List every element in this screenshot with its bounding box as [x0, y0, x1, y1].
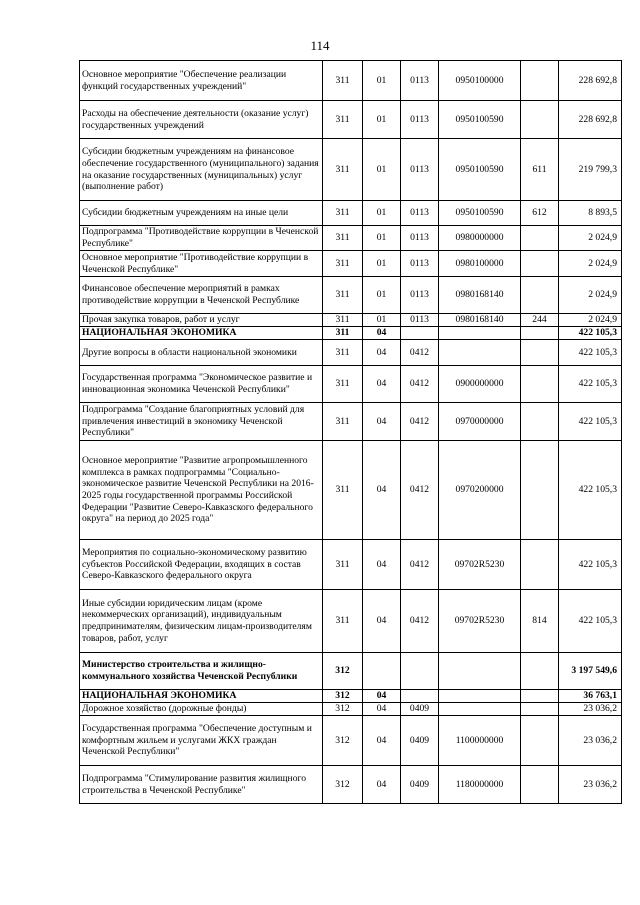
- amount-cell: 2 024,9: [559, 251, 622, 277]
- subsection-cell: 0113: [401, 201, 439, 226]
- target-article-cell: 0970000000: [439, 403, 521, 441]
- amount-cell: 2 024,9: [559, 314, 622, 327]
- table-row: [80, 226, 622, 251]
- table-row: [80, 766, 622, 804]
- row-name-cell: Государственная программа "Обеспечение доступным и комфортным жильем и услугами ЖКХ граждан Чеченской Республики": [80, 716, 323, 766]
- row-name-cell: Основное мероприятие "Обеспечение реализации функций государственных учреждений": [80, 61, 323, 101]
- subsection-cell: 0412: [401, 403, 439, 441]
- table-row: [80, 441, 622, 540]
- table-row: [80, 201, 622, 226]
- expense-type-cell: [521, 277, 559, 314]
- target-article-cell: 0900000000: [439, 366, 521, 403]
- table-row: [80, 703, 622, 716]
- section-cell: 04: [363, 441, 401, 540]
- subsection-cell: 0113: [401, 101, 439, 139]
- target-article-cell: 0980100000: [439, 251, 521, 277]
- table-row: [80, 251, 622, 277]
- table-row: [80, 314, 622, 327]
- row-name-cell: Подпрограмма "Противодействие коррупции в Чеченской Республике": [80, 226, 323, 251]
- grbs-cell: 312: [323, 653, 363, 690]
- expense-type-cell: [521, 441, 559, 540]
- grbs-cell: 312: [323, 716, 363, 766]
- budget-table: [79, 60, 622, 804]
- section-cell: 04: [363, 590, 401, 653]
- amount-cell: 422 105,3: [559, 403, 622, 441]
- amount-cell: 219 799,3: [559, 139, 622, 201]
- grbs-cell: 311: [323, 590, 363, 653]
- target-article-cell: 0950100590: [439, 139, 521, 201]
- grbs-cell: 311: [323, 314, 363, 327]
- section-cell: 04: [363, 403, 401, 441]
- section-cell: 01: [363, 201, 401, 226]
- row-name-cell: Мероприятия по социально-экономическому развитию субъектов Российской Федерации, входящих в состав Северо-Кавказского федерального округа: [80, 540, 323, 590]
- target-article-cell: 0980000000: [439, 226, 521, 251]
- grbs-cell: 311: [323, 340, 363, 366]
- target-article-cell: 0980168140: [439, 314, 521, 327]
- grbs-cell: 311: [323, 251, 363, 277]
- section-cell: 01: [363, 251, 401, 277]
- table-row: [80, 690, 622, 703]
- amount-cell: 422 105,3: [559, 366, 622, 403]
- row-name-cell: НАЦИОНАЛЬНАЯ ЭКОНОМИКА: [80, 327, 323, 340]
- target-article-cell: 09702R5230: [439, 540, 521, 590]
- row-name-cell: Дорожное хозяйство (дорожные фонды): [80, 703, 323, 716]
- row-name-cell: Субсидии бюджетным учреждениям на финансовое обеспечение государственного (муниципального) задания на оказание государственных (муниципальных) услуг (выполнение работ): [80, 139, 323, 201]
- subsection-cell: 0113: [401, 61, 439, 101]
- expense-type-cell: [521, 766, 559, 804]
- target-article-cell: [439, 703, 521, 716]
- table-row: [80, 277, 622, 314]
- target-article-cell: 0970200000: [439, 441, 521, 540]
- amount-cell: 422 105,3: [559, 340, 622, 366]
- table-body: [80, 61, 622, 804]
- expense-type-cell: 612: [521, 201, 559, 226]
- subsection-cell: 0412: [401, 590, 439, 653]
- grbs-cell: 311: [323, 226, 363, 251]
- target-article-cell: [439, 327, 521, 340]
- amount-cell: 422 105,3: [559, 327, 622, 340]
- expense-type-cell: [521, 653, 559, 690]
- row-name-cell: Расходы на обеспечение деятельности (оказание услуг) государственных учреждений: [80, 101, 323, 139]
- amount-cell: 3 197 549,6: [559, 653, 622, 690]
- amount-cell: 23 036,2: [559, 766, 622, 804]
- section-cell: 04: [363, 690, 401, 703]
- expense-type-cell: [521, 690, 559, 703]
- section-cell: 04: [363, 366, 401, 403]
- target-article-cell: 1180000000: [439, 766, 521, 804]
- expense-type-cell: 244: [521, 314, 559, 327]
- grbs-cell: 312: [323, 703, 363, 716]
- table-row: [80, 101, 622, 139]
- expense-type-cell: [521, 226, 559, 251]
- grbs-cell: 311: [323, 540, 363, 590]
- expense-type-cell: [521, 540, 559, 590]
- row-name-cell: Субсидии бюджетным учреждениям на иные цели: [80, 201, 323, 226]
- table-row: [80, 366, 622, 403]
- section-cell: 01: [363, 226, 401, 251]
- row-name-cell: Основное мероприятие "Противодействие коррупции в Чеченской Республике": [80, 251, 323, 277]
- target-article-cell: [439, 340, 521, 366]
- target-article-cell: 0950100590: [439, 101, 521, 139]
- grbs-cell: 311: [323, 327, 363, 340]
- amount-cell: 422 105,3: [559, 540, 622, 590]
- table-row: [80, 61, 622, 101]
- subsection-cell: 0412: [401, 540, 439, 590]
- table-row: [80, 653, 622, 690]
- table-row: [80, 340, 622, 366]
- amount-cell: 422 105,3: [559, 441, 622, 540]
- amount-cell: 36 763,1: [559, 690, 622, 703]
- amount-cell: 422 105,3: [559, 590, 622, 653]
- grbs-cell: 311: [323, 366, 363, 403]
- grbs-cell: 311: [323, 277, 363, 314]
- subsection-cell: 0412: [401, 366, 439, 403]
- section-cell: 01: [363, 139, 401, 201]
- section-cell: 04: [363, 540, 401, 590]
- section-cell: 04: [363, 766, 401, 804]
- row-name-cell: Основное мероприятие "Развитие агропромышленного комплекса в рамках подпрограммы "Социально-экономическое развитие Чеченской Республики на 2016-2025 годы государственной программы Российской Федерации "Развитие Северо-Кавказского федерального округа" на период до 2025 года": [80, 441, 323, 540]
- amount-cell: 228 692,8: [559, 61, 622, 101]
- section-cell: 04: [363, 340, 401, 366]
- section-cell: 01: [363, 101, 401, 139]
- subsection-cell: 0113: [401, 314, 439, 327]
- table-row: [80, 139, 622, 201]
- table-row: [80, 403, 622, 441]
- section-cell: 04: [363, 327, 401, 340]
- target-article-cell: 0950100000: [439, 61, 521, 101]
- target-article-cell: 0980168140: [439, 277, 521, 314]
- grbs-cell: 311: [323, 139, 363, 201]
- subsection-cell: 0412: [401, 441, 439, 540]
- expense-type-cell: [521, 716, 559, 766]
- amount-cell: 8 893,5: [559, 201, 622, 226]
- subsection-cell: 0409: [401, 703, 439, 716]
- target-article-cell: 09702R5230: [439, 590, 521, 653]
- section-cell: 01: [363, 314, 401, 327]
- grbs-cell: 311: [323, 403, 363, 441]
- amount-cell: 2 024,9: [559, 277, 622, 314]
- subsection-cell: 0113: [401, 139, 439, 201]
- expense-type-cell: [521, 327, 559, 340]
- section-cell: [363, 653, 401, 690]
- expense-type-cell: 611: [521, 139, 559, 201]
- row-name-cell: Прочая закупка товаров, работ и услуг: [80, 314, 323, 327]
- grbs-cell: 311: [323, 201, 363, 226]
- amount-cell: 2 024,9: [559, 226, 622, 251]
- subsection-cell: [401, 327, 439, 340]
- expense-type-cell: [521, 340, 559, 366]
- target-article-cell: 1100000000: [439, 716, 521, 766]
- subsection-cell: [401, 690, 439, 703]
- target-article-cell: [439, 653, 521, 690]
- row-name-cell: НАЦИОНАЛЬНАЯ ЭКОНОМИКА: [80, 690, 323, 703]
- section-cell: 01: [363, 61, 401, 101]
- expense-type-cell: [521, 251, 559, 277]
- grbs-cell: 311: [323, 61, 363, 101]
- table-row: [80, 327, 622, 340]
- subsection-cell: 0409: [401, 766, 439, 804]
- amount-cell: 23 036,2: [559, 703, 622, 716]
- row-name-cell: Иные субсидии юридическим лицам (кроме некоммерческих организаций), индивидуальным предпринимателям, физическим лицам-производителям товаров, работ, услуг: [80, 590, 323, 653]
- amount-cell: 23 036,2: [559, 716, 622, 766]
- expense-type-cell: [521, 366, 559, 403]
- row-name-cell: Финансовое обеспечение мероприятий в рамках противодействие коррупции в Чеченской Республике: [80, 277, 323, 314]
- grbs-cell: 312: [323, 766, 363, 804]
- section-cell: 01: [363, 277, 401, 314]
- target-article-cell: [439, 690, 521, 703]
- subsection-cell: 0113: [401, 277, 439, 314]
- subsection-cell: 0113: [401, 226, 439, 251]
- amount-cell: 228 692,8: [559, 101, 622, 139]
- table-row: [80, 716, 622, 766]
- grbs-cell: 311: [323, 441, 363, 540]
- expense-type-cell: [521, 403, 559, 441]
- expense-type-cell: [521, 101, 559, 139]
- subsection-cell: 0113: [401, 251, 439, 277]
- grbs-cell: 312: [323, 690, 363, 703]
- subsection-cell: 0412: [401, 340, 439, 366]
- grbs-cell: 311: [323, 101, 363, 139]
- table-row: [80, 590, 622, 653]
- row-name-cell: Государственная программа "Экономическое развитие и инновационная экономика Чеченской Республики": [80, 366, 323, 403]
- expense-type-cell: [521, 703, 559, 716]
- subsection-cell: [401, 653, 439, 690]
- section-cell: 04: [363, 716, 401, 766]
- table-row: [80, 540, 622, 590]
- section-cell: 04: [363, 703, 401, 716]
- row-name-cell: Министерство строительства и жилищно-коммунального хозяйства Чеченской Республики: [80, 653, 323, 690]
- row-name-cell: Подпрограмма "Стимулирование развития жилищного строительства в Чеченской Республике": [80, 766, 323, 804]
- target-article-cell: 0950100590: [439, 201, 521, 226]
- page-number: 114: [310, 38, 330, 53]
- expense-type-cell: 814: [521, 590, 559, 653]
- expense-type-cell: [521, 61, 559, 101]
- subsection-cell: 0409: [401, 716, 439, 766]
- row-name-cell: Другие вопросы в области национальной экономики: [80, 340, 323, 366]
- row-name-cell: Подпрограмма "Создание благоприятных условий для привлечения инвестиций в экономику Чеченской Республики": [80, 403, 323, 441]
